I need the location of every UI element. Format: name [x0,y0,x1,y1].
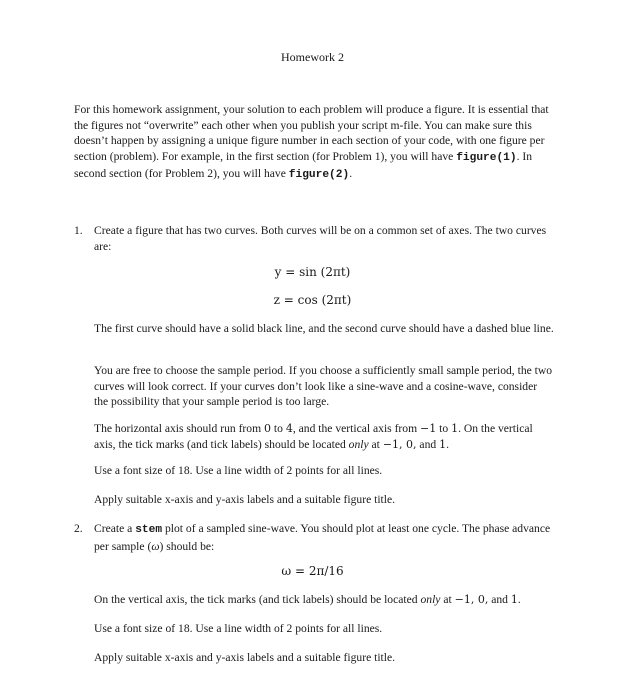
intro-paragraph [74,102,554,184]
stem-code: stem [135,524,163,536]
intro-text-3: . [349,167,353,180]
problem-2-font-size: Use a font size of 18. Use a line width of 2 points for all lines. [94,622,383,635]
equation-z: z = cos (2πt) [273,293,352,307]
problem-2-labels: Apply suitable x-axis and y-axis labels and a suitable figure title. [94,651,396,664]
intro-code-figure-1: figure(1) [456,151,517,164]
problem-1-labels: Apply suitable x-axis and y-axis labels and a suitable figure title. [94,493,396,506]
problem-1-font-size: Use a font size of 18. Use a line width of 2 points for all lines. [94,464,383,477]
problem-1-axes: The horizontal axis should run from 0 to 4, and the vertical axis from −1 to 1. On the vertical axis, the tick marks (and tick labels) should be located only at −1, 0, and 1. [94,422,533,451]
intro-text-2: . In second section (for Problem 2), you will have [74,149,533,180]
problem-1-line-style: The first curve should have a solid black line, and the second curve should have a dashed blue line. [94,322,554,335]
page-title: Homework 2 [281,50,344,64]
intro-text-1: For this homework assignment, your solution to each problem will produce a figure. It is essential that the figures not “overwrite” each other when you publish your script m-file. You can make sure this doesn’t happen by assigning a unique figure number in each section of your code, with one figure per section (problem). For example, in the first section (for Problem 1), you will have [74,103,549,163]
intro-code-figure-2: figure(2) [288,169,350,181]
problem-1-sample-period: You are free to choose the sample period. If you choose a sufficiently small sample period, the two curves will look correct. If your curves don’t look like a sine-wave and a cosine-wave, consider the possibility that your sample period is too large. [94,364,553,408]
equation-omega: ω = 2π/16 [281,564,344,578]
equation-y: y = sin (2πt) [274,265,351,279]
problem-2-ticks: On the vertical axis, the tick marks (and tick labels) should be located only at −1, 0, and 1. [94,593,521,606]
problem-1-intro: Create a figure that has two curves. Both curves will be on a common set of axes. The two curves are: [94,224,547,253]
problem-2-intro: Create a stem plot of a sampled sine-wave. You should plot at least one cycle. The phase advance per sample (ω) should be: [94,522,551,553]
problem-1-number: 1. [74,224,83,237]
problem-2-number: 2. [74,522,83,535]
